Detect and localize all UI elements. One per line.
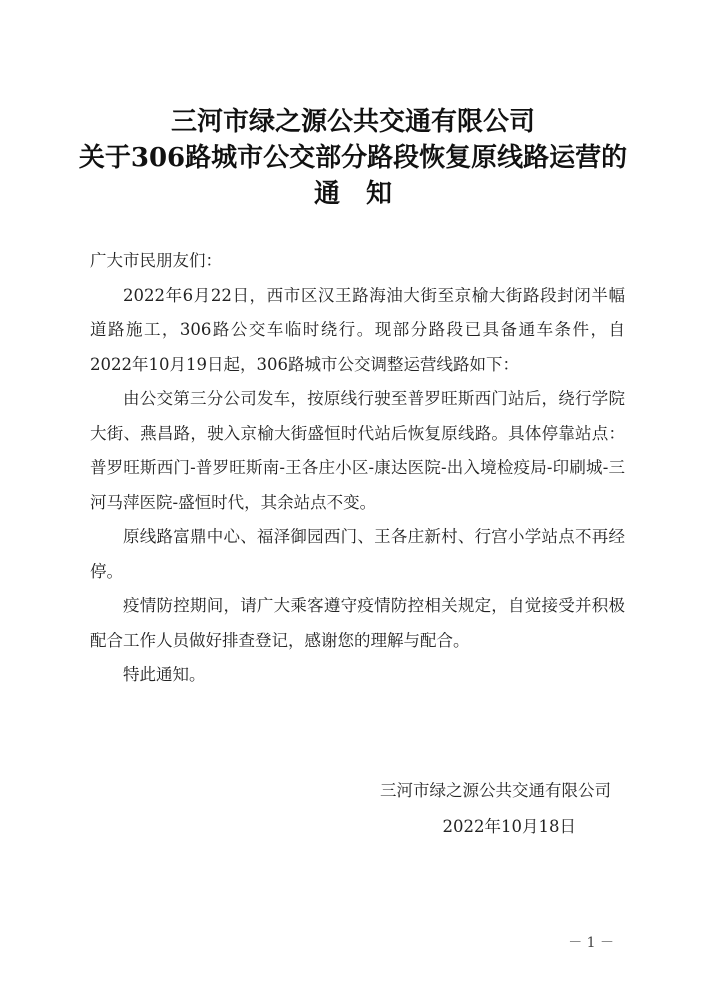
document-body <box>90 244 625 693</box>
paragraph-closing: 特此通知。 <box>123 665 206 684</box>
title-line-notice: 通 知 <box>313 179 392 209</box>
title-line-subject: 关于306路城市公交部分路段恢复原线路运营的 <box>78 143 628 173</box>
paragraph-removed-stops: 原线路富鼎中心、福泽御园西门、王各庄新村、行宫小学站点不再经停。 <box>90 527 625 581</box>
signature-date: 2022年10月18日 <box>442 817 576 836</box>
document-title <box>0 104 706 212</box>
paragraph-epidemic-notice: 疫情防控期间，请广大乘客遵守疫情防控相关规定，自觉接受并积极配合工作人员做好排查登记，感谢您的理解与配合。 <box>90 596 625 650</box>
signature-company: 三河市绿之源公共交通有限公司 <box>380 781 611 800</box>
title-line-company: 三河市绿之源公共交通有限公司 <box>170 107 535 137</box>
salutation: 广大市民朋友们： <box>90 251 222 270</box>
paragraph-new-route: 由公交第三分公司发车，按原线行驶至普罗旺斯西门站后，绕行学院大街、燕昌路，驶入京榆大街盛恒时代站后恢复原线路。具体停靠站点：普罗旺斯西门-普罗旺斯南-王各庄小区-康达医院-出入境检疫局-印刷城-三河马萍医院-盛恒时代，其余站点不变。 <box>90 389 625 512</box>
page-number: － 1 － <box>568 935 614 951</box>
paragraph-route-closure: 2022年6月22日，西市区汉王路海油大街至京榆大街路段封闭半幅道路施工，306路公交车临时绕行。现部分路段已具备通车条件，自2022年10月19日起，306路城市公交调整运营线路如下： <box>90 285 625 374</box>
